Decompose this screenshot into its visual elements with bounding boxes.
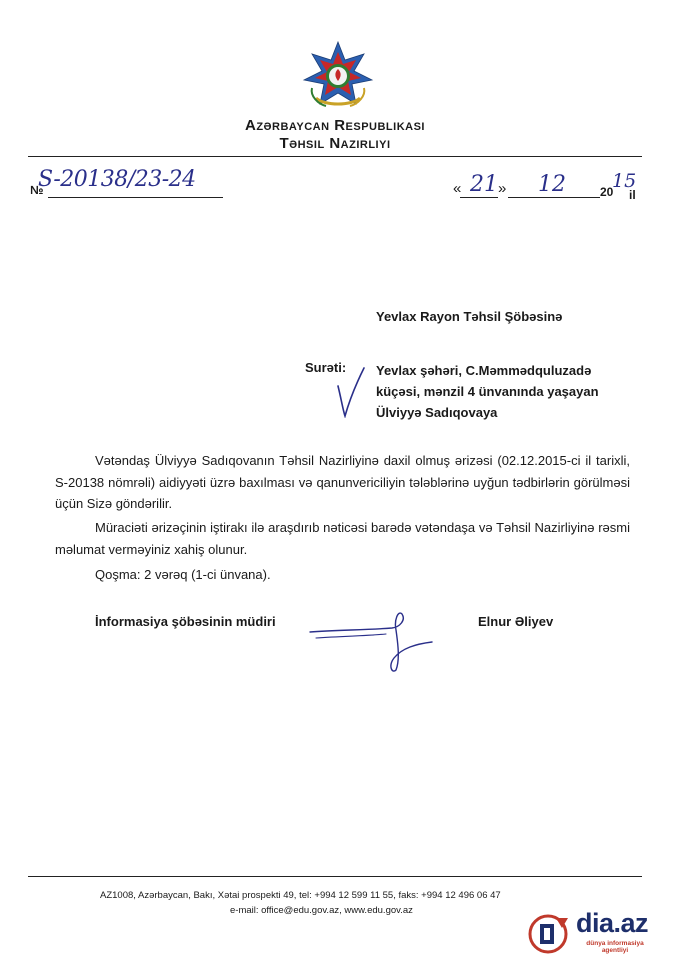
date-day-underline bbox=[460, 197, 498, 198]
copy-line-3: Ülviyyə Sadıqovaya bbox=[376, 405, 498, 420]
date-il-label: il bbox=[629, 188, 636, 202]
date-close-quote: » bbox=[498, 180, 507, 197]
handwritten-date-day: 21 bbox=[470, 172, 498, 197]
date-month-underline bbox=[508, 197, 600, 198]
attachment-note: Qoşma: 2 vərəq (1-ci ünvana). bbox=[95, 567, 271, 582]
copy-line-1: Yevlax şəhəri, C.Məmmədquluzadə bbox=[376, 363, 592, 378]
azerbaijan-coat-of-arms-icon bbox=[302, 40, 374, 112]
copy-recipient bbox=[376, 360, 599, 423]
body-paragraph-1: Vətəndaş Ülviyyə Sadıqovanın Təhsil Nazirliyinə daxil olmuş ərizəsi (02.12.2015-ci il tarixli, S-20138 nömrəli) aidiyyəti üzrə baxılması və qanunvericiliyin tələblərinə uyğun tədbirlərin görülməsi üçün Sizə göndərilir. bbox=[55, 453, 630, 511]
handwritten-check-mark bbox=[332, 366, 368, 418]
date-year-prefix: 20 bbox=[600, 185, 614, 199]
signatory-title: İnformasiya şöbəsinin müdiri bbox=[95, 614, 276, 629]
handwritten-signature bbox=[306, 608, 436, 674]
handwritten-date-month: 12 bbox=[538, 172, 566, 197]
dia-logo-icon bbox=[526, 910, 572, 956]
copy-line-2: küçəsi, mənzil 4 ünvanında yaşayan bbox=[376, 384, 599, 399]
ministry-name-line1: Azərbaycan Respublikası bbox=[245, 117, 425, 134]
watermark-tagline: dünya informasiya agentliyi bbox=[586, 940, 644, 954]
number-label: № bbox=[30, 183, 44, 197]
footer-divider bbox=[28, 876, 642, 877]
ministry-name-line2: Təhsil Nazirliyi bbox=[279, 135, 391, 152]
number-underline bbox=[48, 197, 223, 198]
handwritten-date-year: 15 bbox=[612, 170, 637, 192]
header-divider bbox=[28, 156, 642, 157]
copy-label: Surəti: bbox=[305, 360, 347, 375]
signatory-name: Elnur Əliyev bbox=[478, 614, 554, 629]
footer-contacts: e-mail: office@edu.gov.az, www.edu.gov.az bbox=[230, 905, 413, 916]
date-open-quote: « bbox=[453, 180, 462, 197]
recipient: Yevlax Rayon Təhsil Şöbəsinə bbox=[376, 309, 563, 324]
footer-address: AZ1008, Azərbaycan, Bakı, Xətai prospekti 49, tel: +994 12 599 11 55, faks: +994 12 496 06 47 bbox=[100, 890, 501, 901]
handwritten-document-number: S-20138/23-24 bbox=[38, 167, 196, 192]
watermark-brand: dia.az bbox=[576, 908, 649, 938]
body-paragraph-2: Müraciəti ərizəçinin iştirakı ilə araşdırıb nəticəsi barədə vətəndaşa və Təhsil Nazirliyinə rəsmi məlumat verməyiniz xahiş olunur. bbox=[55, 520, 630, 557]
